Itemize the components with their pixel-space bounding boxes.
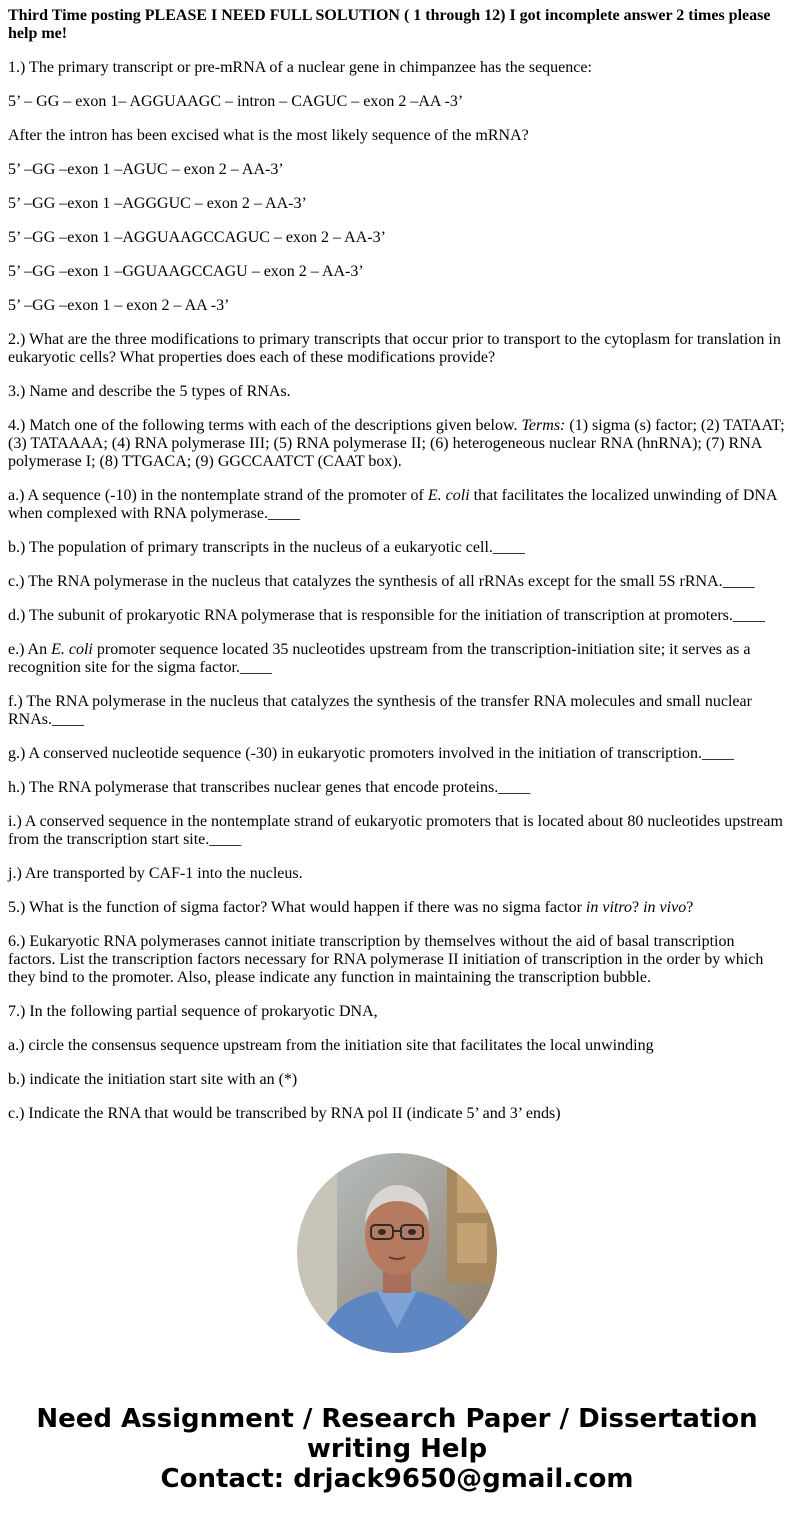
question-paragraph bbox=[8, 693, 786, 729]
paragraph-text: 5’ –GG –exon 1 –AGGUAAGCCAGUC – exon 2 – AA-3’ bbox=[8, 229, 386, 246]
question-paragraph bbox=[8, 263, 786, 281]
question-paragraph bbox=[8, 161, 786, 179]
paragraph-text: a.) A sequence (-10) in the nontemplate strand of the promoter of bbox=[8, 487, 428, 504]
paragraph-text: 3.) Name and describe the 5 types of RNAs. bbox=[8, 383, 291, 400]
italic-text: E. coli bbox=[427, 487, 470, 504]
page-title: Third Time posting PLEASE I NEED FULL SOLUTION ( 1 through 12) I got incomplete answer 2 times please help me! bbox=[8, 7, 771, 42]
question-paragraph bbox=[8, 127, 786, 145]
italic-text: Terms: bbox=[521, 417, 566, 434]
question-paragraph bbox=[8, 641, 786, 677]
question-paragraph bbox=[8, 539, 786, 557]
question-paragraph bbox=[8, 229, 786, 247]
question-paragraph bbox=[8, 1071, 786, 1089]
question-body bbox=[8, 59, 786, 1123]
paragraph-text: 6.) Eukaryotic RNA polymerases cannot initiate transcription by themselves without the aid of basal transcription factors. List the transcription factors necessary for RNA polymerase II initiation of transcription in the order by which they bind to the promoter. Also, please indicate any function in maintaining the transcription bubble. bbox=[8, 933, 764, 986]
paragraph-text: d.) The subunit of prokaryotic RNA polymerase that is responsible for the initiation of transcription at promoters.____ bbox=[8, 607, 765, 624]
question-paragraph bbox=[8, 195, 786, 213]
question-document bbox=[8, 7, 786, 1123]
question-paragraph bbox=[8, 297, 786, 315]
question-paragraph bbox=[8, 813, 786, 849]
paragraph-text: (1) sigma (s) factor; (2) TATAAT; (3) TATAAAA; (4) RNA polymerase III; (5) RNA polymerase II; (6) heterogeneous nuclear RNA (hnRNA); (7) RNA polymerase I; (8) TTGACA; (9) GGCCAATCT (CAAT box). bbox=[8, 417, 785, 470]
question-paragraph bbox=[8, 1037, 786, 1055]
question-paragraph bbox=[8, 59, 786, 77]
paragraph-text: 5’ –GG –exon 1 –AGUC – exon 2 – AA-3’ bbox=[8, 161, 284, 178]
paragraph-text: 4.) Match one of the following terms with each of the descriptions given below. bbox=[8, 417, 522, 434]
paragraph-text: 5’ –GG –exon 1 –GGUAAGCCAGU – exon 2 – AA-3’ bbox=[8, 263, 364, 280]
paragraph-text: a.) circle the consensus sequence upstream from the initiation site that facilitates the local unwinding bbox=[8, 1037, 654, 1054]
paragraph-text: i.) A conserved sequence in the nontemplate strand of eukaryotic promoters that is located about 80 nucleotides upstream from the transcription start site.____ bbox=[8, 813, 783, 848]
question-paragraph bbox=[8, 487, 786, 523]
question-paragraph bbox=[8, 1105, 786, 1123]
paragraph-text: 5’ –GG –exon 1 – exon 2 – AA -3’ bbox=[8, 297, 230, 314]
question-paragraph bbox=[8, 865, 786, 883]
question-paragraph bbox=[8, 383, 786, 401]
paragraph-text: b.) indicate the initiation start site with an (*) bbox=[8, 1071, 298, 1088]
paragraph-text: 7.) In the following partial sequence of prokaryotic DNA, bbox=[8, 1003, 378, 1020]
paragraph-text: 5’ – GG – exon 1– AGGUAAGC – intron – CAGUC – exon 2 –AA -3’ bbox=[8, 93, 464, 110]
paragraph-text: 2.) What are the three modifications to primary transcripts that occur prior to transport to the cytoplasm for translation in eukaryotic cells? What properties does each of these modifications provide? bbox=[8, 331, 781, 366]
italic-text: in vitro bbox=[585, 899, 632, 916]
paragraph-text: g.) A conserved nucleotide sequence (-30) in eukaryotic promoters involved in the initiation of transcription.____ bbox=[8, 745, 735, 762]
question-paragraph bbox=[8, 607, 786, 625]
paragraph-text: 1.) The primary transcript or pre-mRNA of a nuclear gene in chimpanzee has the sequence: bbox=[8, 59, 592, 76]
paragraph-text: f.) The RNA polymerase in the nucleus that catalyzes the synthesis of the transfer RNA molecules and small nuclear RNAs.____ bbox=[8, 693, 752, 728]
paragraph-text: b.) The population of primary transcripts in the nucleus of a eukaryotic cell.____ bbox=[8, 539, 525, 556]
paragraph-text: c.) The RNA polymerase in the nucleus that catalyzes the synthesis of all rRNAs except for the small 5S rRNA.____ bbox=[8, 573, 755, 590]
paragraph-text: e.) An bbox=[8, 641, 52, 658]
paragraph-text: j.) Are transported by CAF-1 into the nucleus. bbox=[8, 865, 303, 882]
paragraph-text: After the intron has been excised what is the most likely sequence of the mRNA? bbox=[8, 127, 529, 144]
paragraph-text: 5’ –GG –exon 1 –AGGGUC – exon 2 – AA-3’ bbox=[8, 195, 307, 212]
paragraph-text: c.) Indicate the RNA that would be transcribed by RNA pol II (indicate 5’ and 3’ ends) bbox=[8, 1105, 561, 1122]
question-paragraph bbox=[8, 1003, 786, 1021]
question-paragraph bbox=[8, 331, 786, 367]
question-paragraph bbox=[8, 417, 786, 471]
author-photo bbox=[297, 1153, 497, 1353]
question-paragraph bbox=[8, 899, 786, 917]
italic-text: E. coli bbox=[51, 641, 93, 658]
question-paragraph bbox=[8, 745, 786, 763]
paragraph-text: h.) The RNA polymerase that transcribes nuclear genes that encode proteins.____ bbox=[8, 779, 531, 796]
footer-line-contact: Contact: drjack9650@gmail.com bbox=[160, 1464, 634, 1494]
italic-text: in vivo bbox=[643, 899, 687, 916]
person-portrait-icon bbox=[297, 1153, 497, 1353]
paragraph-text: ? bbox=[631, 899, 644, 916]
question-paragraph bbox=[8, 779, 786, 797]
question-paragraph bbox=[8, 573, 786, 591]
paragraph-text: promoter sequence located 35 nucleotides upstream from the transcription-initiation site; it serves as a recognition site for the sigma factor.____ bbox=[8, 641, 751, 676]
footer-line-help: Need Assignment / Research Paper / Dissertation writing Help bbox=[36, 1404, 758, 1464]
paragraph-text: ? bbox=[686, 899, 694, 916]
paragraph-text: that facilitates the localized unwinding of DNA when complexed with RNA polymerase.____ bbox=[8, 487, 777, 522]
question-paragraph bbox=[8, 93, 786, 111]
footer-ad bbox=[0, 1404, 794, 1494]
question-paragraph bbox=[8, 933, 786, 987]
paragraph-text: 5.) What is the function of sigma factor? What would happen if there was no sigma factor bbox=[8, 899, 586, 916]
